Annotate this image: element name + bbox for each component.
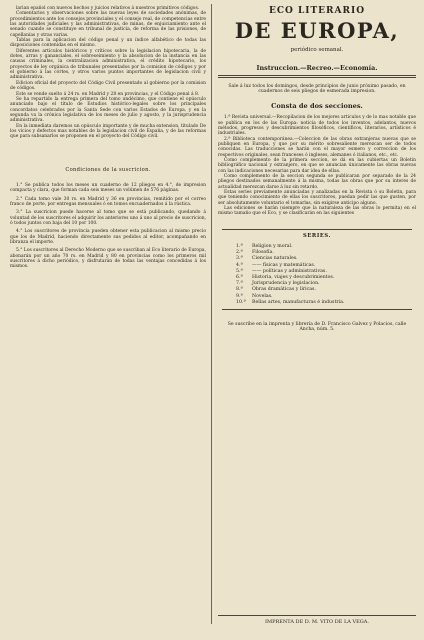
conditions-heading: Condiciones de la suscricion. [65,166,151,173]
prospectus-text [10,6,206,140]
series-rule-top [222,229,412,230]
paragraph: En la inmediata daremos un opúsculo importante y de mucha extension, titulado De los vicios y defectos mas notables de la legislacion civil de España, y de las reformas que para subsanarlos se proponen en el proyecto del Código civil. [10,123,206,140]
series-box [222,229,412,310]
masthead-rule [218,75,416,78]
paragraph: larian epañol con nuevos hechos y juicios relativos á nuestros primitivos códigos. [16,6,200,11]
series-number: 6.ª [236,275,243,281]
condition-item: 5.° Los suscritores al Derecho Moderno que se suscriban al Eco literario de Europa, abonarán por un año 70 rs. en Madrid y 80 en provincias como los primeros mil suscritores á dicho periódico, y disfrutarán de todas las ventajas concedidas á los mismos. [10,248,206,270]
series-list [222,244,412,306]
masthead-topics: Instruccion.—Recreo.—Economía. [256,64,378,72]
paragraph: Estas series previamente anunciadas y analizadas en la Revista ó su Boletin, para que teniendo conocimiento de ellas los suscritores, puedan pedir las que gusten, por ser absolutamente voluntario el tomarlas, sin exigirse anticipo alguno. [218,189,416,206]
series-number: 4.ª [236,262,243,268]
series-label: Filosofía. [252,250,274,256]
series-label: —— políticas y administrativas. [252,268,327,274]
series-number: 10.ª [236,299,246,305]
paragraph: Se ha repartido la entrega primera del tomo undécimo, que contiene el opúsculo anunciado bajo el título de Estudios histórico-legales sobre los principales concordatos celebrados por la Santa Sede con varios Estados de Europa, y en la segunda va la crónica legislativa de los meses de julio y agosto, y la jurisprudencia administrativa. [10,96,206,124]
column-divider [211,4,212,624]
series-number: 9.ª [236,293,243,299]
condition-item: 3.° La suscricion puede hacerse al tomo que se está publicando, quedando á voluntad de los suscritores el adquirir los anteriores uno á uno al precio de suscricion, ó todos juntos con baja del 10 por 100. [10,210,206,226]
series-label: Jurisprudencia y legislacion. [252,281,320,287]
series-number: 1.ª [236,244,243,250]
subscribe-note: Se suscribe en la imprenta y librería de D. Francisco Galvez y Polacios, calle Ancha, núm. 5. [227,322,407,333]
paragraph: Este se vende suelto á 24 rs. en Madrid y 28 en provincias, y el Código penal á 8. [16,91,200,97]
paragraph: 2.ª Biblioteca contemporánea.—Coleccion de las obras extranjeras nuevas que se publiquen en Europa, y que por su mérito sobresaliente merezcan ser de todos conocidas. Las traducciones se harán con el mayor esmero y correccion de los respectivos originales, sean franceses ó ingleses, alemanes ó italianos, etc., etc. [218,136,416,158]
series-number: 5.ª [236,268,243,274]
condition-item: 2.° Cada tomo vale 30 rs. en Madrid y 36 en provincias, remitido por el correo franco de porte, por entregas mensuales ó en tomos encuadernados á la rústica. [10,196,206,207]
right-column [218,6,416,333]
paragraph: Tablas para la aplicacion del código penal y un índice alfabético de todas las disposiciones contenidas en el mismo. [10,38,206,49]
series-label: Historia, viajes y descubrimientos. [252,275,335,281]
series-label: —— físicas y matemáticas. [252,262,316,268]
paragraph: Las ediciones se harán (siempre que la naturaleza de las obras lo permita) en el mismo tamaño que el Eco, y se clasificarán en las siguientes [218,206,416,217]
publication-note: Sale á luz todos los domingos, desde principios de junio próximo pasado, en cuadernos de seis pliegos de esmerada impresion. [228,84,406,95]
condition-item: 1.° Se publica todos los meses un cuaderno de 12 pliegos en 4.°, de impresion compacta y clara, que forman cada seis meses un volúmen de 576 páginas. [10,182,206,194]
series-label: Novelas. [252,293,273,299]
series-number: 8.ª [236,287,243,293]
condition-item: 4.° Los suscritores de provincia pueden obtener esta publicacion al mismo precio que los de Madrid, haciendo directamente sus pedidos al editor, acompañando en libranza el importe. [10,229,206,246]
paragraph: 1.ª Revista universal.—Recopilacion de los mejores artículos y de lo mas notable que se publica en los de las Europa: noticia de todos los inventos, adelantos, nuevos métodos, progresos y descubrimientos filosóficos, científicos, literarios, artísticos é industriales. [218,115,416,137]
left-column [10,6,206,273]
series-item [236,300,412,306]
series-number: 2.ª [236,250,243,256]
series-number: 7.ª [236,281,243,287]
series-rule-bottom [222,309,412,310]
paragraph: Como complemento de la seccion segunda se publicaran por separado de la 24 pliegos destinados semanalmente á la misma, todas las obras que por su interes de actualidad merezcan darse á luz sin retardo. [218,173,416,190]
masthead-top: ECO LITERARIO [268,6,366,16]
paragraph: Comentarios y observaciones sobre las nuevas leyes de sociedades anónimas, de procedimientos ante los consejos provinciales y el consejo real, de competencias entre las autoridades judiciales y las administrativas, de minas, de enjuiciamiento ante el senado cuando se constituye en tribunal de justicia, de reforma de las prisiones, de capellanías y otras varias. [10,11,206,38]
masthead-subtitle: periódico semanal. [290,47,344,53]
masthead-title: DE EUROPA, [234,18,400,43]
paragraph: Como complemento de la primera seccion, se dá en las cubiertas un Boletín bibliográfico nacional y extranjero, en que se anuncian únicamente las obras nuevas con las indicaciones necesarias para dar idea de ellas. [218,157,416,174]
series-label: Bellas artes, manufacturas é industria. [252,299,345,305]
series-label: Obras dramáticas y líricas. [252,287,316,293]
series-heading: SERIES. [303,232,331,239]
paragraph: Diferentes artículos históricos y críticos sobre la legislacion hipotecaria, la de dotes, arras y gananciales, el sobreseimiento y la absolucion de la instancia en las causas criminales, la centralizacion administrativa, el crédito hipotecario, los proyectos de ley orgánica de tribunales presentados por la comision de códigos y por el gobierno á las córtes, y otros varios puntos importantes de legislacion civil y administrativa. [10,48,206,81]
series-label: Religion y moral. [252,244,293,250]
conditions-list [10,183,206,270]
sections-heading: Consta de dos secciones. [271,101,363,110]
series-label: Ciencias naturales. [252,256,298,262]
series-number: 3.ª [236,256,243,262]
paragraph: Edicion oficial del proyecto del Código Civil presentado al gobierno por la comision de códigos. [10,80,206,92]
sections-text [218,115,416,217]
imprint-line: IMPRENTA DE D. M. VITO DE LA VEGA. [218,615,416,626]
